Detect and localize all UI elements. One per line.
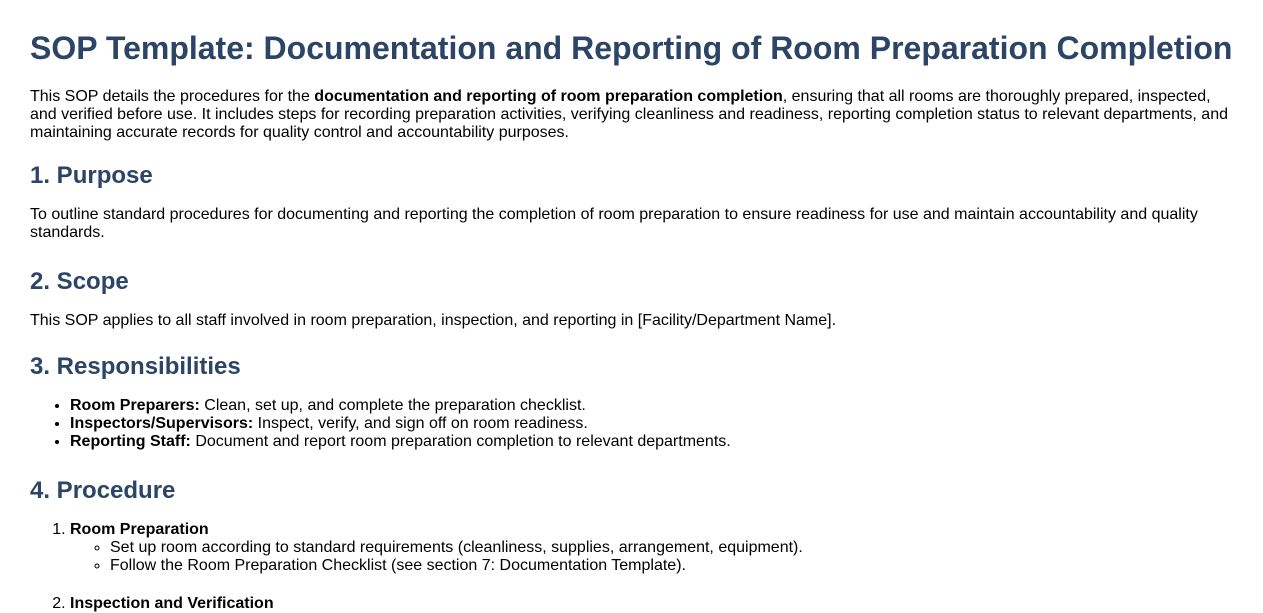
- procedure-heading: 4. Procedure: [30, 477, 176, 504]
- page-title: SOP Template: Documentation and Reporting of Room Preparation Completion: [30, 30, 1233, 66]
- step-subitems: [70, 539, 1233, 575]
- list-item: ◦ Follow the Room Preparation Checklist (see section 7: Documentation Template).: [110, 557, 1233, 575]
- step-title: Inspection and Verification: [70, 595, 274, 612]
- role-description: Document and report room preparation completion to relevant departments.: [190, 433, 731, 450]
- list-item: [70, 397, 1233, 415]
- procedure-step: [70, 521, 1233, 575]
- responsibilities-heading: 3. Responsibilities: [30, 353, 241, 380]
- role-description: Inspect, verify, and sign off on room readiness.: [253, 415, 588, 432]
- role-description: Clean, set up, and complete the preparation checklist.: [199, 397, 586, 414]
- intro-text-start: This SOP details the procedures for the: [30, 88, 315, 105]
- purpose-text: To outline standard procedures for documenting and reporting the completion of room preparation to ensure readiness for use and maintain accountability and quality standards.: [30, 206, 1198, 241]
- intro-bold-phrase: documentation and reporting of room preparation completion: [314, 88, 783, 105]
- scope-heading: 2. Scope: [30, 268, 129, 295]
- scope-text: This SOP applies to all staff involved in room preparation, inspection, and reporting in [Facility/Department Name].: [30, 312, 837, 329]
- role-label: Inspectors/Supervisors:: [70, 415, 254, 432]
- list-item: [70, 415, 1233, 433]
- intro-paragraph: [30, 88, 1233, 142]
- procedure-steps: [30, 521, 1233, 613]
- intro-text-end: , ensuring that all rooms are thoroughly prepared, inspected, and verified before use. It includes steps for recording preparation activities, verifying cleanliness and readiness, reporting completion status to relevant departments, and maintaining accurate records for quality control and accountability purposes.: [30, 88, 1228, 141]
- step-title: Room Preparation: [70, 521, 209, 538]
- list-item: [70, 433, 1233, 451]
- purpose-heading: 1. Purpose: [30, 162, 153, 189]
- procedure-step: [70, 595, 1233, 613]
- role-label: Reporting Staff:: [70, 433, 191, 450]
- responsibilities-list: [30, 397, 1233, 451]
- list-item: ◦ Set up room according to standard requirements (cleanliness, supplies, arrangement, equipment).: [110, 539, 1233, 557]
- role-label: Room Preparers:: [70, 397, 200, 414]
